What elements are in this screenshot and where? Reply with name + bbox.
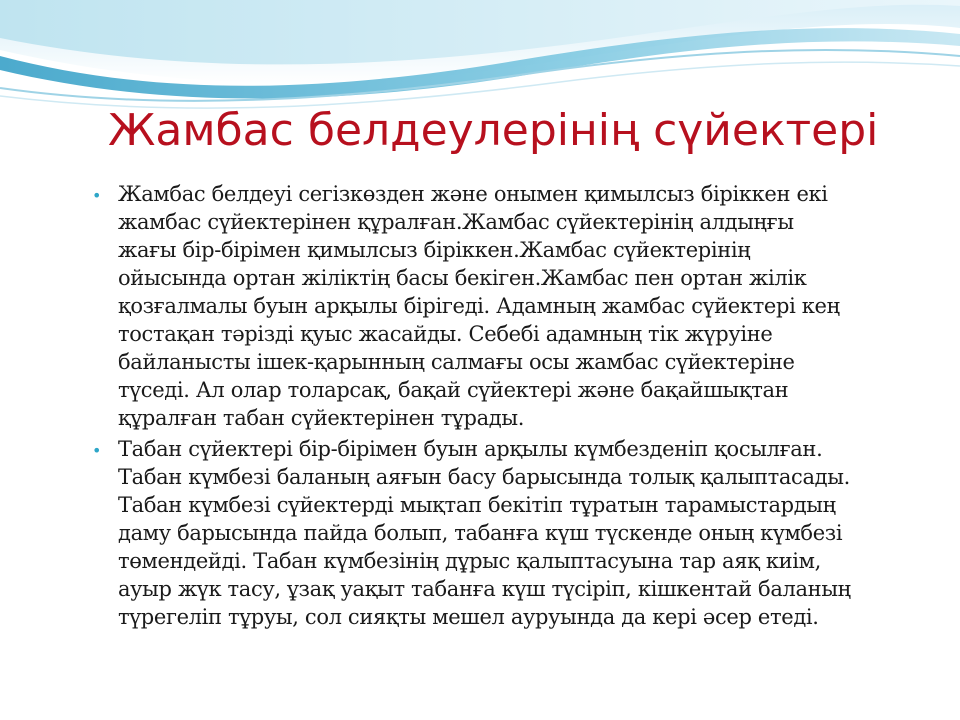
text-line: құралған табан сүйектерінен тұрады. — [118, 406, 525, 430]
text-line: ауыр жүк тасу, ұзақ уақыт табанға күш түсіріп, кішкентай баланың — [118, 577, 851, 601]
text-line: ойысында ортан жіліктің басы бекіген.Жамбас пен ортан жілік — [118, 266, 807, 290]
slide-title: Жамбас белдеулерінің сүйектері — [108, 105, 879, 156]
text-line: түседі. Ал олар толарсақ, бақай сүйектері және бақайшықтан — [118, 378, 789, 402]
bullet-paragraph — [118, 180, 898, 432]
bullet-dot-icon: • — [92, 441, 102, 460]
bullet-item — [92, 180, 898, 432]
text-line: жағы бір-бірімен қимылсыз біріккен.Жамбас сүйектерінің — [118, 238, 751, 262]
text-line: тостақан тәрізді қуыс жасайды. Себебі адамның тік жүруіне — [118, 322, 773, 346]
text-line: төмендейді. Табан күмбезінің дұрыс қалыптасуына тар аяқ киім, — [118, 549, 821, 573]
text-line: Табан күмбезі баланың аяғын басу барысында толық қалыптасады. — [118, 465, 850, 489]
text-line: Жамбас белдеуі сегізкөзден және онымен қимылсыз біріккен екі — [118, 182, 828, 206]
bullet-paragraph — [118, 435, 898, 631]
text-line: байланысты ішек-қарынның салмағы осы жамбас сүйектеріне — [118, 350, 795, 374]
text-line: қозғалмалы буын арқылы бірігеді. Адамның жамбас сүйектері кең — [118, 294, 840, 318]
text-line: даму барысында пайда болып, табанға күш түскенде оның күмбезі — [118, 521, 843, 545]
text-line: Табан күмбезі сүйектерді мықтап бекітіп тұратын тарамыстардың — [118, 493, 836, 517]
bullet-list — [92, 180, 898, 634]
decorative-wave-header — [0, 0, 960, 110]
text-line: түрегеліп тұруы, сол сияқты мешел ауруында да кері әсер етеді. — [118, 605, 819, 629]
bullet-dot-icon: • — [92, 186, 102, 205]
text-line: Табан сүйектері бір-бірімен буын арқылы күмбезденіп қосылған. — [118, 437, 823, 461]
bullet-item — [92, 435, 898, 631]
text-line: жамбас сүйектерінен құралған.Жамбас сүйектерінің алдыңғы — [118, 210, 794, 234]
